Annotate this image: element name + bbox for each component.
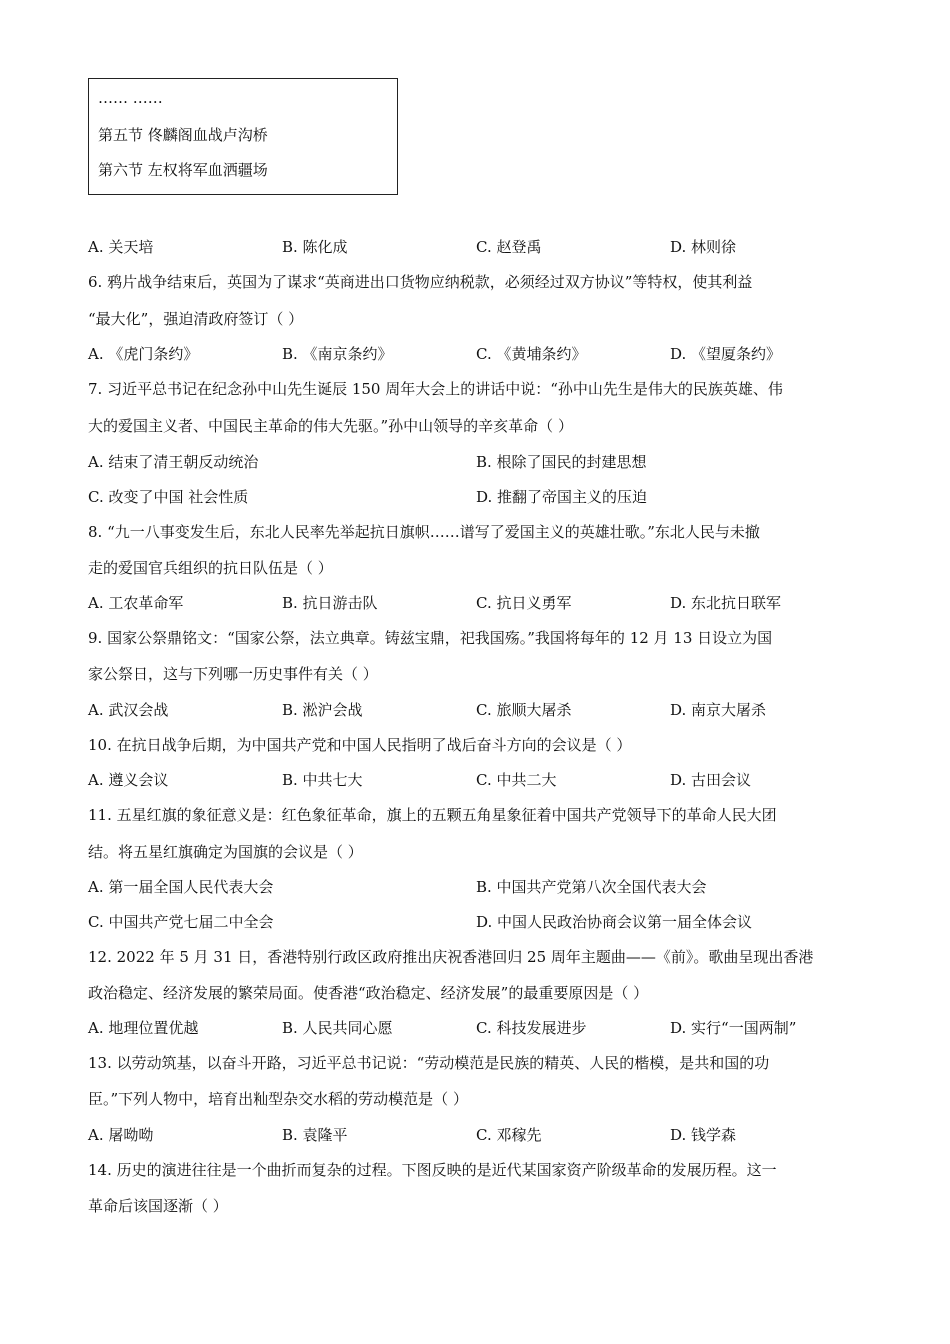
q11-option-b: B. 中国共产党第八次全国代表大会 [476, 878, 707, 896]
q12-option-b: B. 人民共同心愿 [282, 1019, 393, 1037]
q6-stem-line1: 6. 鸦片战争结束后，英国为了谋求“英商进出口货物应纳税款，必须经过双方协议”等特权，使其利益 [88, 273, 753, 291]
q8-option-d: D. 东北抗日联军 [670, 594, 782, 612]
q12-option-a: A. 地理位置优越 [88, 1019, 199, 1037]
q9-option-c: C. 旅顺大屠杀 [476, 701, 572, 719]
q13-option-d: D. 钱学森 [670, 1126, 737, 1144]
q13-stem-line2: 臣。”下列人物中，培育出籼型杂交水稻的劳动模范是（ ） [88, 1090, 468, 1108]
q14-stem-line2: 革命后该国逐渐（ ） [88, 1197, 228, 1215]
q6-option-d: D. 《望厦条约》 [670, 345, 782, 363]
q10-option-d: D. 古田会议 [670, 771, 752, 789]
q10-option-b: B. 中共七大 [282, 771, 363, 789]
q11-stem-line1: 11. 五星红旗的象征意义是：红色象征革命，旗上的五颗五角星象征着中国共产党领导下的革命人民大团 [88, 806, 777, 824]
q13-option-a: A. 屠呦呦 [88, 1126, 154, 1144]
q5-option-c: C. 赵登禹 [476, 238, 542, 256]
q12-option-d: D. 实行“一国两制” [670, 1019, 797, 1037]
q9-option-b: B. 淞沪会战 [282, 701, 363, 719]
q5-option-a: A. 关天培 [88, 238, 154, 256]
q7-option-a: A. 结束了清王朝反动统治 [88, 453, 259, 471]
q12-stem-line2: 政治稳定、经济发展的繁荣局面。使香港“政治稳定、经济发展”的最重要原因是（ ） [88, 984, 649, 1002]
q6-stem-line2: “最大化”，强迫清政府签订（ ） [88, 310, 304, 328]
q9-stem-line2: 家公祭日，这与下列哪一历史事件有关（ ） [88, 665, 378, 683]
q14-stem-line1: 14. 历史的演进往往是一个曲折而复杂的过程。下图反映的是近代某国家资产阶级革命的发展历程。这一 [88, 1161, 777, 1179]
q11-option-a: A. 第一届全国人民代表大会 [88, 878, 274, 896]
textbook-contents-box [88, 78, 398, 195]
q7-option-b: B. 根除了国民的封建思想 [476, 453, 647, 471]
box-line-section5: 第五节 佟麟阁血战卢沟桥 [98, 126, 268, 144]
q8-stem-line2: 走的爱国官兵组织的抗日队伍是（ ） [88, 559, 333, 577]
q11-option-d: D. 中国人民政治协商会议第一届全体会议 [476, 913, 753, 931]
q13-option-b: B. 袁隆平 [282, 1126, 348, 1144]
q12-stem-line1: 12. 2022 年 5 月 31 日，香港特别行政区政府推出庆祝香港回归 25 周年主题曲——《前》。歌曲呈现出香港 [88, 948, 814, 966]
q8-stem-line1: 8. “九一八事变发生后，东北人民率先举起抗日旗帜……谱写了爱国主义的英雄壮歌。”东北人民与未撤 [88, 523, 760, 541]
q8-option-a: A. 工农革命军 [88, 594, 184, 612]
q8-option-b: B. 抗日游击队 [282, 594, 378, 612]
q11-stem-line2: 结。将五星红旗确定为国旗的会议是（ ） [88, 843, 363, 861]
q7-stem-line1: 7. 习近平总书记在纪念孙中山先生诞辰 150 周年大会上的讲话中说：“孙中山先生是伟大的民族英雄、伟 [88, 380, 783, 398]
q5-option-d: D. 林则徐 [670, 238, 737, 256]
q9-option-a: A. 武汉会战 [88, 701, 169, 719]
q10-stem-line1: 10. 在抗日战争后期，为中国共产党和中国人民指明了战后奋斗方向的会议是（ ） [88, 736, 632, 754]
q6-option-c: C. 《黄埔条约》 [476, 345, 587, 363]
q6-option-a: A. 《虎门条约》 [88, 345, 199, 363]
q9-option-d: D. 南京大屠杀 [670, 701, 767, 719]
q9-stem-line1: 9. 国家公祭鼎铭文：“国家公祭，法立典章。铸兹宝鼎，祀我国殇。”我国将每年的 12 月 13 日设立为国 [88, 629, 773, 647]
q7-option-c: C. 改变了中国 社会性质 [88, 488, 249, 506]
q10-option-a: A. 遵义会议 [88, 771, 169, 789]
q7-option-d: D. 推翻了帝国主义的压迫 [476, 488, 648, 506]
box-line-ellipsis: …… …… [98, 89, 163, 107]
q10-option-c: C. 中共二大 [476, 771, 557, 789]
q11-option-c: C. 中国共产党七届二中全会 [88, 913, 274, 931]
box-line-section6: 第六节 左权将军血洒疆场 [98, 161, 268, 179]
q6-option-b: B. 《南京条约》 [282, 345, 393, 363]
q13-stem-line1: 13. 以劳动筑基，以奋斗开路，习近平总书记说：“劳动模范是民族的精英、人民的楷模，是共和国的功 [88, 1054, 770, 1072]
q5-option-b: B. 陈化成 [282, 238, 348, 256]
q13-option-c: C. 邓稼先 [476, 1126, 542, 1144]
q8-option-c: C. 抗日义勇军 [476, 594, 572, 612]
q7-stem-line2: 大的爱国主义者、中国民主革命的伟大先驱。”孙中山领导的辛亥革命（ ） [88, 417, 573, 435]
q12-option-c: C. 科技发展进步 [476, 1019, 587, 1037]
